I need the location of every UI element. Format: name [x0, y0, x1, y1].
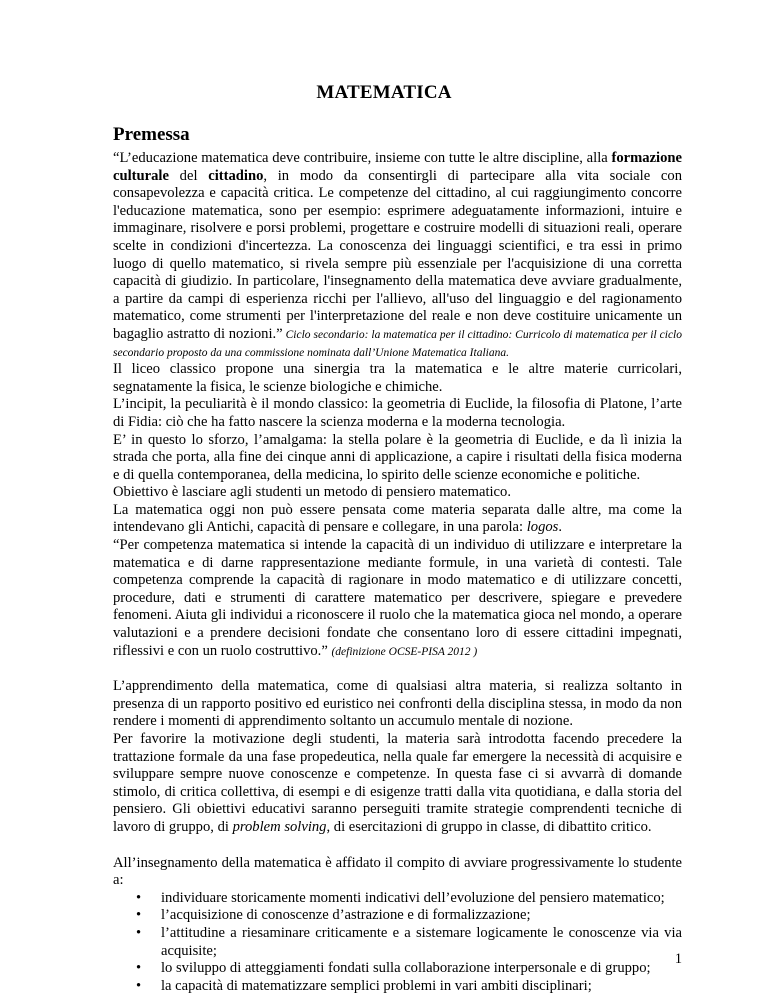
paragraph-intro-list: All’insegnamento della matematica è affidato il compito di avviare progressivamente lo studente a:: [113, 854, 682, 889]
quote-paragraph-2: “Per competenza matematica si intende la capacità di un individuo di utilizzare e interpretare la matematica e di darne rappresentazione mediante formule, in una varietà di contesti. Tale competenza comprende la capacità di ragionare in modo matematico e di utilizzare concetti, procedure, dati e strumenti di carattere matematico per descrivere, spiegare e prevedere fenomeni. Aiuta gli individui a riconoscere il ruolo che la matematica gioca nel mondo, a operare valutazioni e a prendere decisioni fondate che consentano loro di essere cittadini impegnati, riflessivi e con un ruolo costruttivo.” (definizione OCSE-PISA 2012 ): [113, 537, 682, 659]
paragraph-incipit: L’incipit, la peculiarità è il mondo classico: la geometria di Euclide, la filosofia di Platone, l’arte di Fidia: ciò che ha fatto nascere la scienza moderna e la moderna tecnologia.: [113, 396, 682, 430]
list-item: • l’attitudine a riesaminare criticamente e a sistemare logicamente le conoscenze via via acquisite;: [136, 924, 682, 959]
list-item: • lo sviluppo di atteggiamenti fondati sulla collaborazione interpersonale e di gruppo;: [136, 960, 651, 977]
spacer: [113, 837, 682, 855]
bullet-icon: •: [136, 960, 142, 977]
list-item: • la capacità di matematizzare semplici problemi in vari ambiti disciplinari;: [136, 977, 592, 994]
italic-logos: logos: [526, 519, 559, 536]
list-item: • individuare storicamente momenti indicativi dell’evoluzione del pensiero matematico;: [136, 889, 665, 906]
list-item: • l’acquisizione di conoscenze d’astrazione e di formalizzazione;: [136, 907, 531, 924]
section-heading: Premessa: [113, 124, 190, 145]
spacer: [113, 660, 682, 678]
paragraph-sforzo: E’ in questo lo sforzo, l’amalgama: la stella polare è la geometria di Euclide, e da lì inizia la strada che porta, alla fine dei cinque anni di applicazione, a capire i risultati della fisica moderna e di quella contemporanea, della medicina, lo spirito delle scienze economiche e politiche.: [113, 431, 682, 483]
quote-source-2: (definizione OCSE-PISA 2012 ): [331, 645, 478, 658]
page-title: MATEMATICA: [316, 82, 452, 103]
bullet-icon: •: [136, 924, 142, 941]
italic-problem-solving: problem solving: [232, 818, 327, 835]
bullet-icon: •: [136, 907, 142, 924]
objectives-list: [113, 890, 682, 995]
bullet-icon: •: [136, 977, 142, 994]
bold-cittadino: cittadino: [208, 167, 264, 184]
document-body: [113, 150, 682, 995]
quote-paragraph-1: “L’educazione matematica deve contribuire, insieme con tutte le altre discipline, alla formazione culturale del cittadino, in modo da consentirgli di partecipare alla vita sociale con consapevolezza e capacità critica. Le competenze del cittadino, al cui raggiungimento concorre l'educazione matematica, sono per esempio: esprimere adeguatamente informazioni, intuire e immaginare, risolvere e porsi problemi, progettare e costruire modelli di situazioni reali, operare scelte in condizioni d'incertezza. La conoscenza dei linguaggi scientifici, e tra essi in primo luogo di quello matematico, si rivela sempre più essenziale per l'acquisizione di una corretta capacità di giudizio. In particolare, l'insegnamento della matematica deve avviare gradualmente, a partire da campi di esperienza ricchi per l'allievo, all'uso del linguaggio e del ragionamento matematico, come strumenti per l'interpretazione del reale e non deve costituire unicamente un bagaglio astratto di nozioni.” Ciclo secondario: la matematica per il cittadino: Curricolo di matematica per il ciclo secondario proposto da una commissione nominata dall’Unione Matematica Italiana.: [113, 150, 682, 359]
page-number: 1: [674, 951, 682, 967]
paragraph-obiettivo: Obiettivo è lasciare agli studenti un metodo di pensiero matematico.: [113, 484, 511, 501]
bullet-icon: •: [136, 889, 142, 906]
bold-formazione: formazione culturale: [113, 150, 682, 184]
paragraph-motivazione: Per favorire la motivazione degli studenti, la materia sarà introdotta facendo precedere la trattazione formale da una fase propedeutica, nella quale far emergere la necessità di acquisire e sviluppare sempre nuove conoscenze e competenze. In questa fase ci si avvarrà di domande stimolo, di critica collettiva, di esempi e di esigenze tratti dalla vita quotidiana, e dalla storia del pensiero. Gli obiettivi educativi saranno perseguiti tramite strategie comprendenti tecniche di lavoro di gruppo, di problem solving, di esercitazioni di gruppo in classe, di dibattito critico.: [113, 731, 682, 835]
paragraph-apprendimento: L’apprendimento della matematica, come di qualsiasi altra materia, si realizza soltanto in presenza di un rapporto positivo ed euristico nei confronti della disciplina stessa, in modo da non rendere i momenti di apprendimento soltanto un accumulo mentale di nozione.: [113, 678, 682, 730]
paragraph-liceo: Il liceo classico propone una sinergia tra la matematica e le altre materie curricolari, segnatamente la fisica, le scienze biologiche e chimiche.: [113, 361, 682, 395]
paragraph-oggi: La matematica oggi non può essere pensata come materia separata dalle altre, ma come la intendevano gli Antichi, capacità di pensare e collegare, in una parola: logos.: [113, 501, 682, 536]
quote-source-1: Ciclo secondario: la matematica per il cittadino: Curricolo di matematica per il ciclo secondario proposto da una commissione nominata dall’Unione Matematica Italiana.: [113, 328, 682, 359]
